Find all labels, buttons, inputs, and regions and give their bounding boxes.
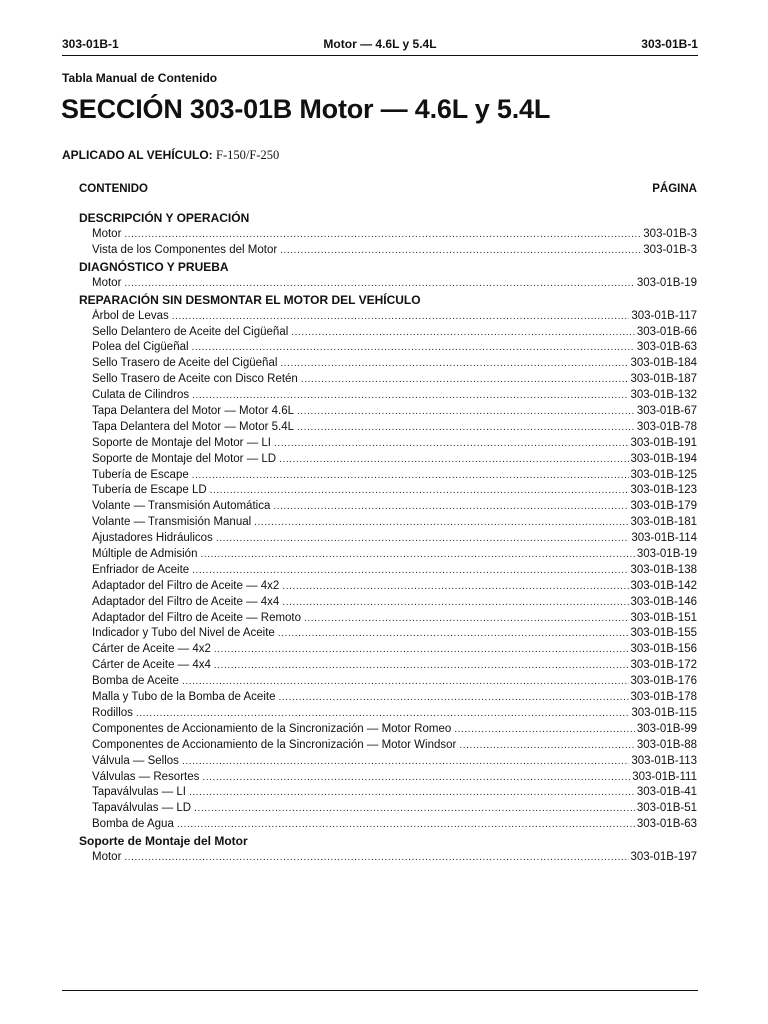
toc-entry-title: Tubería de Escape LD xyxy=(92,484,207,497)
dot-leader xyxy=(279,452,628,468)
toc-entry-title: Componentes de Accionamiento de la Sincronización — Motor Windsor xyxy=(92,738,457,751)
toc-entry-page: 303-01B-115 xyxy=(631,706,697,719)
applied-vehicle-value: F-150/F-250 xyxy=(216,148,280,162)
toc-entry-page: 303-01B-3 xyxy=(643,228,697,240)
toc-entry-title: Soporte de Montaje del Motor — LD xyxy=(92,452,277,465)
toc-entry xyxy=(92,531,697,547)
toc-entry-title: Volante — Transmisión Manual xyxy=(92,516,252,529)
toc-entry xyxy=(92,452,697,468)
toc-header xyxy=(79,183,697,195)
toc-entry-title: Cárter de Aceite — 4x2 xyxy=(92,643,211,656)
dot-leader xyxy=(214,658,629,674)
toc-entry-title: Bomba de Aceite xyxy=(92,675,179,688)
toc-entry xyxy=(92,801,697,817)
toc-entry xyxy=(92,227,697,243)
toc-entry-page: 303-01B-3 xyxy=(643,243,697,256)
toc-entry-page: 303-01B-176 xyxy=(630,675,697,688)
toc-entry-page: 303-01B-114 xyxy=(631,532,697,545)
toc-entry xyxy=(92,595,697,611)
toc-entry-page: 303-01B-19 xyxy=(636,548,697,561)
toc-entry xyxy=(92,658,697,674)
toc-entry-title: Sello Trasero de Aceite del Cigüeñal xyxy=(92,357,278,370)
toc-entry-page: 303-01B-187 xyxy=(630,373,697,386)
toc-entry-page: 303-01B-197 xyxy=(630,851,697,864)
toc-entry xyxy=(92,690,697,706)
toc-entry-title: Motor xyxy=(92,228,122,240)
toc-header-contents: CONTENIDO xyxy=(79,183,148,195)
toc-entry-page: 303-01B-184 xyxy=(630,357,697,370)
toc-entry-page: 303-01B-194 xyxy=(630,452,697,465)
toc-section xyxy=(79,210,697,259)
toc-section-title: Soporte de Montaje del Motor xyxy=(79,834,248,849)
toc-entry-page: 303-01B-155 xyxy=(630,627,697,640)
applied-vehicle-label: APLICADO AL VEHÍCULO: xyxy=(62,148,213,162)
toc-entry-title: Polea del Cigüeñal xyxy=(92,341,189,354)
toc-entry-title: Cárter de Aceite — 4x4 xyxy=(92,659,211,672)
dot-leader xyxy=(297,404,635,420)
toc-entry xyxy=(92,817,697,833)
toc-entry-title: Tapa Delantera del Motor — Motor 5.4L xyxy=(92,420,294,433)
toc-entry xyxy=(92,754,697,770)
toc-entry-title: Tapaválvulas — LD xyxy=(92,802,192,815)
dot-leader xyxy=(216,531,630,547)
toc-entry-page: 303-01B-78 xyxy=(636,420,697,433)
toc-section xyxy=(79,292,697,833)
toc-section xyxy=(79,259,697,292)
toc-entry-page: 303-01B-132 xyxy=(630,389,697,402)
toc-entry-page: 303-01B-99 xyxy=(636,722,697,735)
toc-entry-title: Rodillos xyxy=(92,706,133,719)
dot-leader xyxy=(124,227,641,243)
toc-entry-page: 303-01B-88 xyxy=(636,738,697,751)
toc-entry-title: Válvula — Sellos xyxy=(92,754,179,767)
toc-entry xyxy=(92,722,697,738)
dot-leader xyxy=(273,499,628,515)
toc-entry-title: Culata de Cilindros xyxy=(92,389,190,402)
dot-leader xyxy=(304,611,628,627)
toc-entry-title: Sello Trasero de Aceite con Disco Retén xyxy=(92,373,298,386)
toc-section-title: REPARACIÓN SIN DESMONTAR EL MOTOR DEL VEHÍCULO xyxy=(79,292,421,307)
toc-entry-title: Árbol de Levas xyxy=(92,309,169,322)
dot-leader xyxy=(459,738,635,754)
toc-entry-page: 303-01B-138 xyxy=(630,563,697,576)
toc-entry-page: 303-01B-67 xyxy=(636,405,697,418)
toc-entry xyxy=(92,785,697,801)
toc-entry xyxy=(92,243,697,259)
toc-entry xyxy=(92,770,697,786)
toc-entry xyxy=(92,483,697,499)
toc-entry-title: Múltiple de Admisión xyxy=(92,548,198,561)
dot-leader xyxy=(282,579,628,595)
dot-leader xyxy=(278,690,628,706)
dot-leader xyxy=(301,372,629,388)
toc-entry-title: Sello Delantero de Aceite del Cigüeñal xyxy=(92,325,289,338)
toc-entry-title: Volante — Transmisión Automática xyxy=(92,500,271,513)
dot-leader xyxy=(210,483,629,499)
toc-entry-page: 303-01B-51 xyxy=(636,802,697,815)
dot-leader xyxy=(278,626,629,642)
toc-entry-page: 303-01B-142 xyxy=(630,579,697,592)
toc-entry xyxy=(92,563,697,579)
toc-entry xyxy=(92,468,697,484)
toc-entry xyxy=(92,611,697,627)
toc-entry-page: 303-01B-125 xyxy=(630,468,697,481)
toc-entry xyxy=(92,642,697,658)
dot-leader xyxy=(274,436,629,452)
dot-leader xyxy=(182,754,629,770)
dot-leader xyxy=(280,243,641,259)
toc-entry-title: Adaptador del Filtro de Aceite — 4x4 xyxy=(92,595,280,608)
dot-leader xyxy=(124,276,634,292)
toc-entry xyxy=(92,309,697,325)
toc-entry-page: 303-01B-123 xyxy=(630,484,697,497)
toc-entry xyxy=(92,372,697,388)
toc-entry-title: Tubería de Escape xyxy=(92,468,189,481)
toc-entry-title: Tapa Delantera del Motor — Motor 4.6L xyxy=(92,405,294,418)
dot-leader xyxy=(192,388,628,404)
toc-entry xyxy=(92,850,697,866)
header-right-code: 303-01B-1 xyxy=(641,37,698,51)
table-of-contents xyxy=(79,210,697,866)
toc-entry-page: 303-01B-179 xyxy=(630,500,697,513)
running-header xyxy=(62,37,698,51)
toc-entry-title: Tapaválvulas — LI xyxy=(92,786,186,799)
toc-section xyxy=(79,833,697,866)
toc-entry-title: Soporte de Montaje del Motor — LI xyxy=(92,436,271,449)
header-center-title: Motor — 4.6L y 5.4L xyxy=(323,37,437,51)
dot-leader xyxy=(214,642,629,658)
toc-entry-title: Vista de los Componentes del Motor xyxy=(92,243,278,256)
footer-divider xyxy=(62,990,698,991)
toc-entry-page: 303-01B-63 xyxy=(636,818,697,831)
toc-entry-page: 303-01B-63 xyxy=(636,341,697,354)
toc-entry-page: 303-01B-113 xyxy=(631,754,697,767)
dot-leader xyxy=(200,547,634,563)
applied-vehicle xyxy=(62,148,279,163)
dot-leader xyxy=(291,325,635,341)
dot-leader xyxy=(194,801,635,817)
toc-entry xyxy=(92,404,697,420)
dot-leader xyxy=(136,706,629,722)
doc-label: Tabla Manual de Contenido xyxy=(62,71,218,85)
dot-leader xyxy=(192,468,629,484)
toc-entry-page: 303-01B-66 xyxy=(636,325,697,338)
toc-entry-page: 303-01B-19 xyxy=(636,276,697,289)
toc-entry xyxy=(92,436,697,452)
dot-leader xyxy=(192,563,628,579)
dot-leader xyxy=(280,356,628,372)
toc-entry-title: Enfriador de Aceite xyxy=(92,563,190,576)
toc-entry-title: Componentes de Accionamiento de la Sincronización — Motor Romeo xyxy=(92,722,452,735)
toc-entry xyxy=(92,674,697,690)
dot-leader xyxy=(124,850,628,866)
header-divider xyxy=(62,55,698,56)
toc-entry xyxy=(92,579,697,595)
toc-entry xyxy=(92,515,697,531)
toc-entry-title: Adaptador del Filtro de Aceite — 4x2 xyxy=(92,579,280,592)
dot-leader xyxy=(172,309,630,325)
toc-entry xyxy=(92,356,697,372)
toc-entry-title: Malla y Tubo de la Bomba de Aceite xyxy=(92,691,276,704)
dot-leader xyxy=(454,722,635,738)
dot-leader xyxy=(189,785,635,801)
toc-entry-title: Motor xyxy=(92,276,122,289)
toc-entry-title: Ajustadores Hidráulicos xyxy=(92,532,213,545)
toc-entry-title: Motor xyxy=(92,851,122,864)
toc-entry xyxy=(92,420,697,436)
dot-leader xyxy=(177,817,635,833)
toc-entry-page: 303-01B-41 xyxy=(636,786,697,799)
toc-entry-title: Válvulas — Resortes xyxy=(92,770,200,783)
toc-section-title: DIAGNÓSTICO Y PRUEBA xyxy=(79,259,229,274)
toc-entry xyxy=(92,499,697,515)
dot-leader xyxy=(282,595,628,611)
page-title: SECCIÓN 303-01B Motor — 4.6L y 5.4L xyxy=(61,94,551,124)
toc-entry xyxy=(92,547,697,563)
toc-entry-page: 303-01B-178 xyxy=(630,691,697,704)
toc-entry xyxy=(92,276,697,292)
toc-entry-title: Bomba de Agua xyxy=(92,818,174,831)
dot-leader xyxy=(297,420,635,436)
toc-entry-page: 303-01B-146 xyxy=(630,595,697,608)
toc-entry-page: 303-01B-191 xyxy=(630,436,697,449)
toc-entry-page: 303-01B-181 xyxy=(630,516,697,529)
toc-entry xyxy=(92,626,697,642)
toc-entry-title: Indicador y Tubo del Nivel de Aceite xyxy=(92,627,275,640)
toc-entry-page: 303-01B-156 xyxy=(630,643,697,656)
toc-entry-page: 303-01B-172 xyxy=(630,659,697,672)
toc-entry-page: 303-01B-117 xyxy=(631,309,697,322)
toc-entry xyxy=(92,340,697,356)
toc-entry xyxy=(92,325,697,341)
toc-entry xyxy=(92,738,697,754)
toc-entry xyxy=(92,388,697,404)
dot-leader xyxy=(192,340,635,356)
toc-section-title: DESCRIPCIÓN Y OPERACIÓN xyxy=(79,211,250,225)
dot-leader xyxy=(182,674,629,690)
toc-entry-page: 303-01B-111 xyxy=(632,770,697,783)
dot-leader xyxy=(202,770,630,786)
toc-header-page: PÁGINA xyxy=(652,183,697,195)
toc-entry xyxy=(92,706,697,722)
header-left-code: 303-01B-1 xyxy=(62,37,119,51)
toc-entry-title: Adaptador del Filtro de Aceite — Remoto xyxy=(92,611,302,624)
toc-entry-page: 303-01B-151 xyxy=(630,611,697,624)
dot-leader xyxy=(254,515,628,531)
